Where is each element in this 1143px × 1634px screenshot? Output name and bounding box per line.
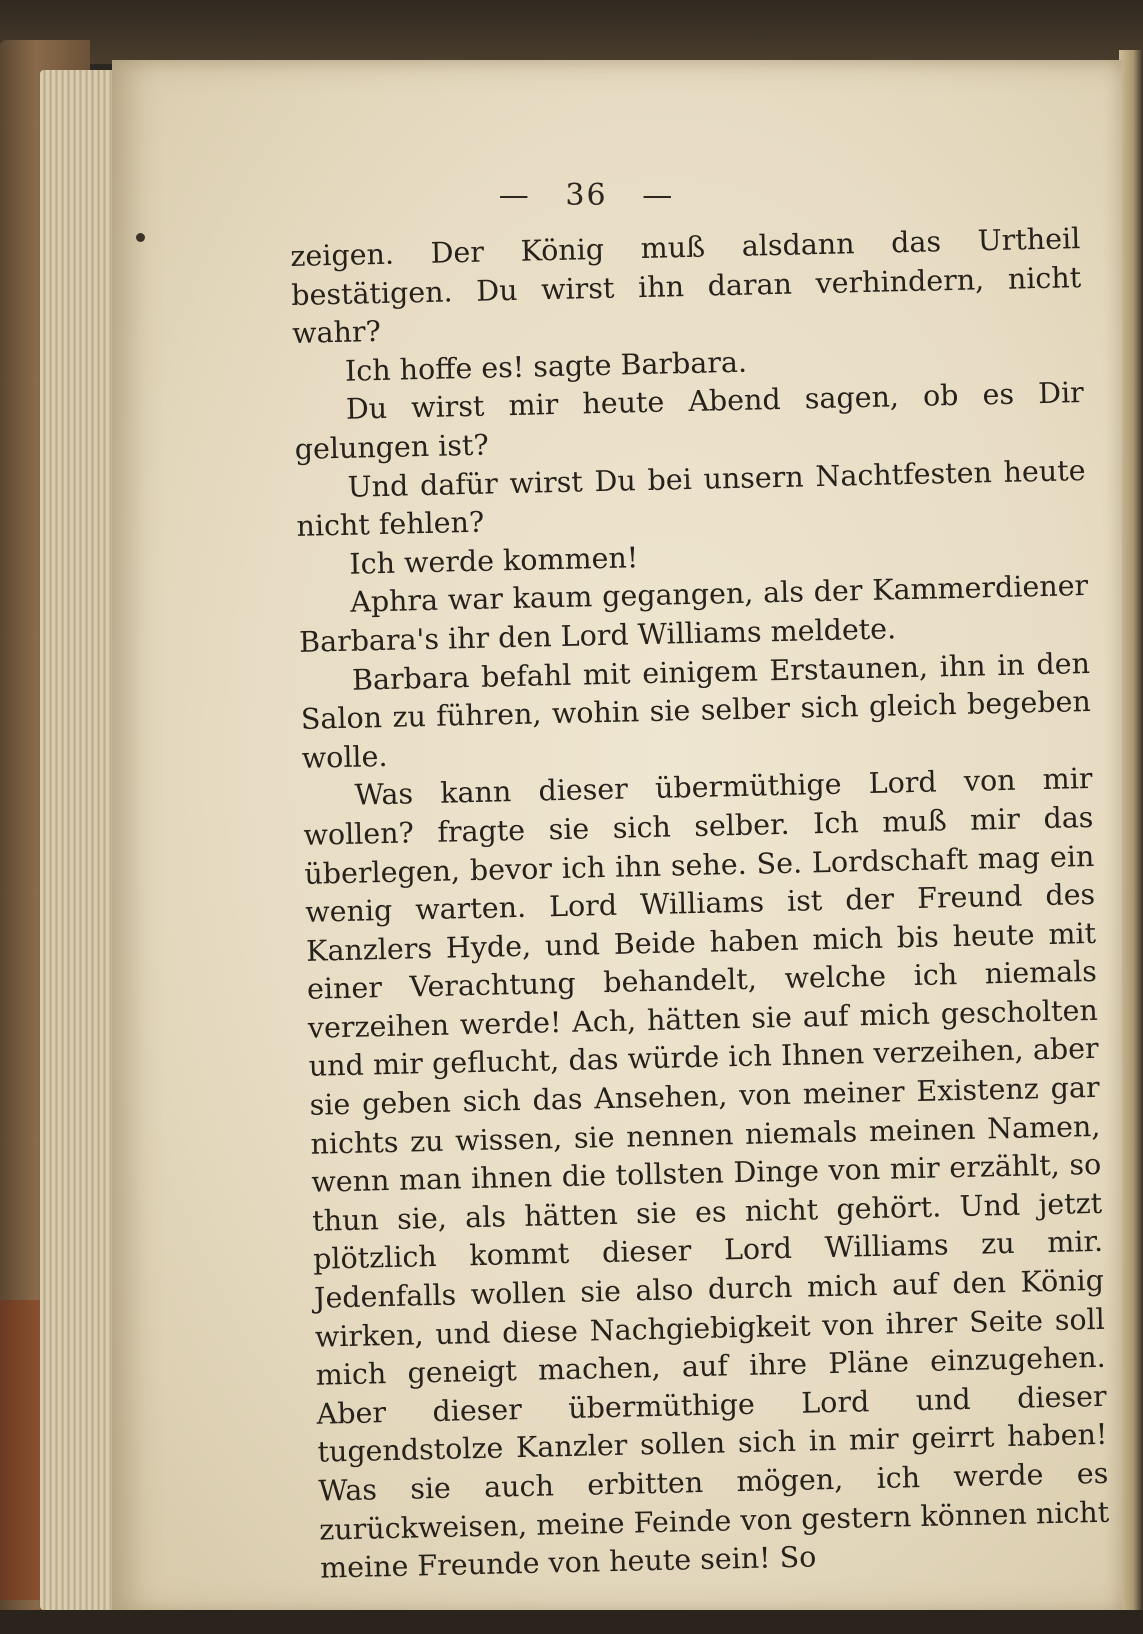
top-shadow (0, 0, 1143, 64)
body-text (290, 220, 1110, 1588)
bottom-shadow (0, 1610, 1143, 1634)
right-page-edge (1119, 50, 1143, 1620)
paragraph: Ich hoffe es! sagte Barbara. (344, 345, 748, 388)
paragraph: Barbara befahl mit einigem Erstaunen, ihn in den Salon zu führen, wohin sie selber sich gleich begeben wolle. (300, 646, 1092, 775)
folio-dash-right: — (642, 178, 675, 213)
ink-spot (136, 233, 145, 242)
paragraph: Und dafür wirst Du bei unsern Nachtfesten heute nicht fehlen? (296, 453, 1086, 544)
page-number: 36 (565, 178, 608, 213)
paragraph: zeigen. Der König muß alsdann das Urtheil bestätigen. Du wirst ihn daran verhindern, nicht wahr? (290, 222, 1082, 351)
paragraph: Du wirst mir heute Abend sagen, ob es Dir gelungen ist? (294, 376, 1085, 466)
paragraph: Ich werde kommen! (349, 540, 639, 581)
folio-dash-left: — (498, 178, 531, 213)
paragraph: Was kann dieser übermüthige Lord von mir wollen? fragte sie sich selber. Ich muß mir das überlegen, bevor ich ihn sehe. Se. Lordschaft mag ein wenig warten. Lord Williams ist der Freund des Kanzlers Hyde, und Beide haben mich bis heute mit einer Verachtung behandelt, welche ich niemals verzeihen werde! Ach, hätten sie auf mich gescholten und mir geflucht, das würde ich Ihnen verzeihen, aber sie geben sich das Ansehen, von meiner Existenz gar nichts zu wissen, sie nennen niemals meinen Namen, wenn man ihnen die tollsten Dinge von mir erzählt, so thun sie, als hätten sie es nicht gehört. Und jetzt plötzlich kommt dieser Lord Williams zu mir. Jedenfalls wollen sie also durch mich auf den König wirken, und diese Nachgiebigkeit von ihrer Seite soll mich geneigt machen, auf ihre Pläne einzugehen. Aber dieser übermüthige Lord und dieser tugendstolze Kanzler sollen sich in mir geirrt haben! Was sie auch erbitten mögen, ich werde es zurückweisen, meine Feinde von gestern können nicht meine Freunde von heute sein! So (303, 762, 1110, 1585)
page-number-header (0, 178, 1143, 213)
paragraph: Aphra war kaum gegangen, als der Kammerdiener Barbara's ihr den Lord Williams meldete. (298, 569, 1089, 659)
